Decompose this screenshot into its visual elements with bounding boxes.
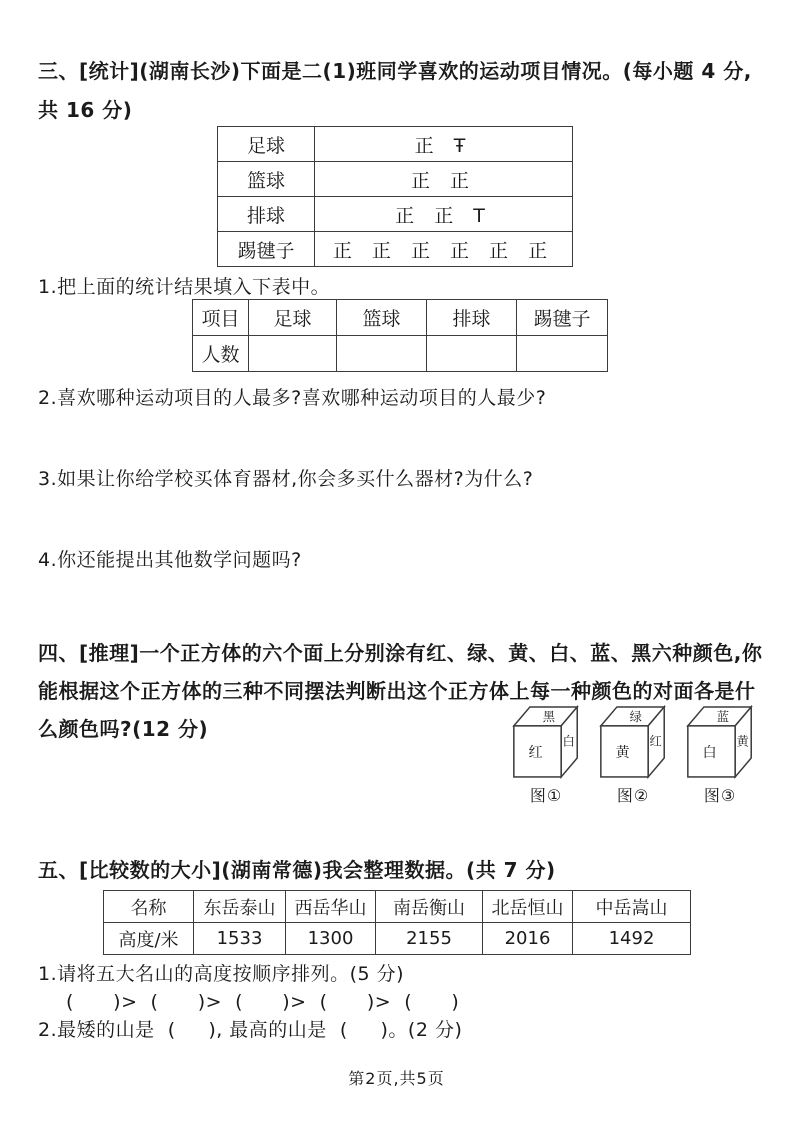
stat-value-row: [193, 336, 608, 372]
question-3-4: 4.你还能提出其他数学问题吗?: [38, 549, 302, 571]
section-3-heading: 三、[统计](湖南长沙)下面是二(1)班同学喜欢的运动项目情况。(每小题 4 分,共 16 分): [38, 59, 752, 122]
cube-figure-1: [511, 703, 581, 806]
mtn-header-huashan: 西岳华山: [286, 891, 376, 923]
stat-header-volleyball: 排球: [427, 300, 517, 336]
stat-row-label: 人数: [193, 336, 249, 372]
cube-figure-3: [685, 703, 755, 806]
stat-empty-cell: [517, 336, 608, 372]
stat-header-soccer: 足球: [249, 300, 337, 336]
cube-drawing-1: [511, 703, 581, 779]
mtn-height-huashan: 1300: [286, 923, 376, 955]
question-3-2: 2.喜欢哪种运动项目的人最多?喜欢哪种运动项目的人最少?: [38, 387, 547, 409]
cube-drawing-2: [598, 703, 668, 779]
stat-empty-cell: [249, 336, 337, 372]
tally-row: [218, 197, 573, 232]
mtn-header-hengshan-south: 南岳衡山: [376, 891, 483, 923]
tally-marks: 正 正 正 正 正 正: [315, 232, 573, 267]
cube-top-label: 黑: [542, 710, 555, 725]
cube-front-label: 红: [528, 745, 543, 762]
mtn-height-hengshan-north: 2016: [483, 923, 573, 955]
tally-label: 踢毽子: [218, 232, 315, 267]
cube-drawing-3: [685, 703, 755, 779]
section-4-heading: 四、[推理]一个正方体的六个面上分别涂有红、绿、黄、白、蓝、黑六种颜色,你能根据这个正方体的三种不同摆法判断出这个正方体上每一种颜色的对面各是什么颜色吗?(12 分): [38, 641, 763, 741]
tally-row: [218, 127, 573, 162]
mtn-height-taishan: 1533: [194, 923, 286, 955]
tally-label: 足球: [218, 127, 315, 162]
cube-right-label: 红: [649, 734, 662, 749]
stat-header-shuttlecock: 踢毽子: [517, 300, 608, 336]
cube-figure-2: [598, 703, 668, 806]
cube-right-label: 黄: [736, 734, 749, 749]
cube-front-label: 黄: [615, 745, 630, 762]
stat-empty-cell: [337, 336, 427, 372]
cube-right-label: 白: [562, 734, 575, 749]
mtn-row-label: 高度/米: [104, 923, 194, 955]
cube-figures: [511, 703, 755, 806]
stat-header-item: 项目: [193, 300, 249, 336]
page-number-footer: 第2页,共5页: [348, 1069, 445, 1088]
cube-front-label: 白: [702, 745, 717, 762]
tally-row: [218, 232, 573, 267]
mtn-header-taishan: 东岳泰山: [194, 891, 286, 923]
stat-empty-cell: [427, 336, 517, 372]
mtn-height-hengshan-south: 2155: [376, 923, 483, 955]
cube-top-label: 蓝: [716, 710, 729, 725]
mtn-height-songshan: 1492: [573, 923, 691, 955]
stat-header-row: [193, 300, 608, 336]
tally-table: [217, 126, 573, 267]
question-3-3: 3.如果让你给学校买体育器材,你会多买什么器材?为什么?: [38, 468, 534, 490]
tally-row: [218, 162, 573, 197]
cube-caption-1: 图①: [529, 786, 563, 805]
mtn-header-songshan: 中岳嵩山: [573, 891, 691, 923]
mtn-header-name: 名称: [104, 891, 194, 923]
mountain-value-row: [104, 923, 691, 955]
tally-label: 篮球: [218, 162, 315, 197]
cube-caption-3: 图③: [703, 786, 737, 805]
mountain-table: [103, 890, 691, 955]
question-5-2: 2.最矮的山是 ( ), 最高的山是 ( )。(2 分): [38, 1019, 463, 1041]
cube-top-label: 绿: [629, 710, 642, 725]
question-3-1: 1.把上面的统计结果填入下表中。: [38, 276, 331, 298]
tally-label: 排球: [218, 197, 315, 232]
tally-marks: 正 正: [315, 162, 573, 197]
stat-header-basketball: 篮球: [337, 300, 427, 336]
stat-fill-table: [192, 299, 608, 372]
section-5-heading: 五、[比较数的大小](湖南常德)我会整理数据。(共 7 分): [38, 858, 556, 882]
cube-caption-2: 图②: [616, 786, 650, 805]
question-5-1-blanks: ( )> ( )> ( )> ( )> ( ): [66, 991, 460, 1013]
mountain-header-row: [104, 891, 691, 923]
tally-marks: 正 Ŧ: [315, 127, 573, 162]
question-5-1: 1.请将五大名山的高度按顺序排列。(5 分): [38, 963, 405, 985]
tally-marks: 正 正 T: [315, 197, 573, 232]
mtn-header-hengshan-north: 北岳恒山: [483, 891, 573, 923]
